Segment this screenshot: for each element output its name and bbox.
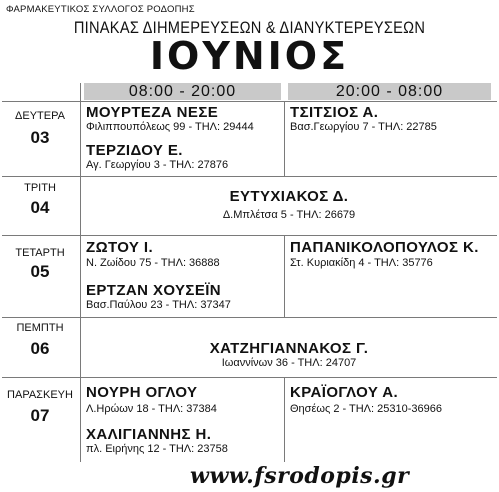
pharmacy-name: ΤΕΡΖΙΔΟΥ Ε. [86,142,183,159]
day-number: 04 [30,198,50,217]
row-divider [2,101,497,102]
row-divider [2,317,497,318]
pharmacy-name: ΠΑΠΑΝΙΚΟΛΟΠΟΥΛΟΣ Κ. [290,239,479,256]
pharmacy-name: ΜΟΥΡΤΕΖΑ ΝΕΣΕ [86,104,219,121]
pharmacy-name: ΧΑΛΙΓΙΑΝΝΗΣ Η. [86,426,212,443]
night-shift-header: 20:00 - 08:00 [288,83,491,100]
pharmacy-name: ΤΣΙΤΣΙΟΣ Α. [290,104,379,121]
column-divider [284,235,285,317]
pharmacy-address: Στ. Κυριακίδη 4 - ΤΗΛ: 35776 [290,257,433,269]
month-heading: ΙΟΥΝΙΟΣ [149,34,350,78]
day-label: ΔΕΥΤΕΡΑ [15,110,65,122]
pharmacy-name: ΚΡΑΪΟΓΛΟΥ Α. [290,384,399,401]
row-divider [2,176,497,177]
row-divider [2,377,497,378]
pharmacy-address: Φιλιππουπόλεως 99 - ΤΗΛ: 29444 [86,121,254,133]
column-divider [284,377,285,462]
pharmacy-name: ΝΟΥΡΗ ΟΓΛΟΥ [86,384,198,401]
day-number: 07 [30,406,50,425]
pharmacy-address: Λ.Ηρώων 18 - ΤΗΛ: 37384 [86,403,217,415]
pharmacy-address: Θησέως 2 - ΤΗΛ: 25310-36966 [290,403,442,415]
pharmacy-address: Ιωαννίνων 36 - ΤΗΛ: 24707 [221,357,357,369]
organization-name: ΦΑΡΜΑΚΕΥΤΙΚΟΣ ΣΥΛΛΟΓΟΣ ΡΟΔΟΠΗΣ [6,4,195,15]
pharmacy-name: ΖΩΤΟΥ Ι. [86,239,154,256]
pharmacy-address: Ν. Ζωίδου 75 - ΤΗΛ: 36888 [86,257,220,269]
footer-website[interactable]: www.fsrodopis.gr [190,463,410,489]
pharmacy-address: πλ. Ειρήνης 12 - ΤΗΛ: 23758 [86,443,228,455]
day-label: ΤΡΙΤΗ [24,182,56,194]
row-divider [2,235,497,236]
document-title: ΠΙΝΑΚΑΣ ΔΙΗΜΕΡΕΥΣΕΩΝ & ΔΙΑΝΥΚΤΕΡΕΥΣΕΩΝ [73,18,426,37]
column-divider [284,101,285,176]
pharmacy-address: Αγ. Γεωργίου 3 - ΤΗΛ: 27876 [86,159,229,171]
day-number: 05 [30,262,50,281]
day-label: ΠΕΜΠΤΗ [16,322,64,334]
pharmacy-name: ΧΑΤΖΗΓΙΑΝΝΑΚΟΣ Γ. [209,340,369,357]
day-shift-header: 08:00 - 20:00 [84,83,281,100]
column-divider [80,83,81,462]
day-label: ΠΑΡΑΣΚΕΥΗ [7,389,73,401]
pharmacy-address: Βασ.Παύλου 23 - ΤΗΛ: 37347 [86,299,231,311]
day-number: 06 [30,339,50,358]
day-label: ΤΕΤΑΡΤΗ [15,247,65,259]
pharmacy-name: ΕΥΤΥΧΙΑΚΟΣ Δ. [229,188,349,205]
pharmacy-name: ΕΡΤΖΑΝ ΧΟΥΣΕΪΝ [86,282,222,299]
pharmacy-address: Βασ.Γεωργίου 7 - ΤΗΛ: 22785 [290,121,437,133]
day-number: 03 [30,128,50,147]
pharmacy-address: Δ.Μπλέτσα 5 - ΤΗΛ: 26679 [222,209,356,221]
